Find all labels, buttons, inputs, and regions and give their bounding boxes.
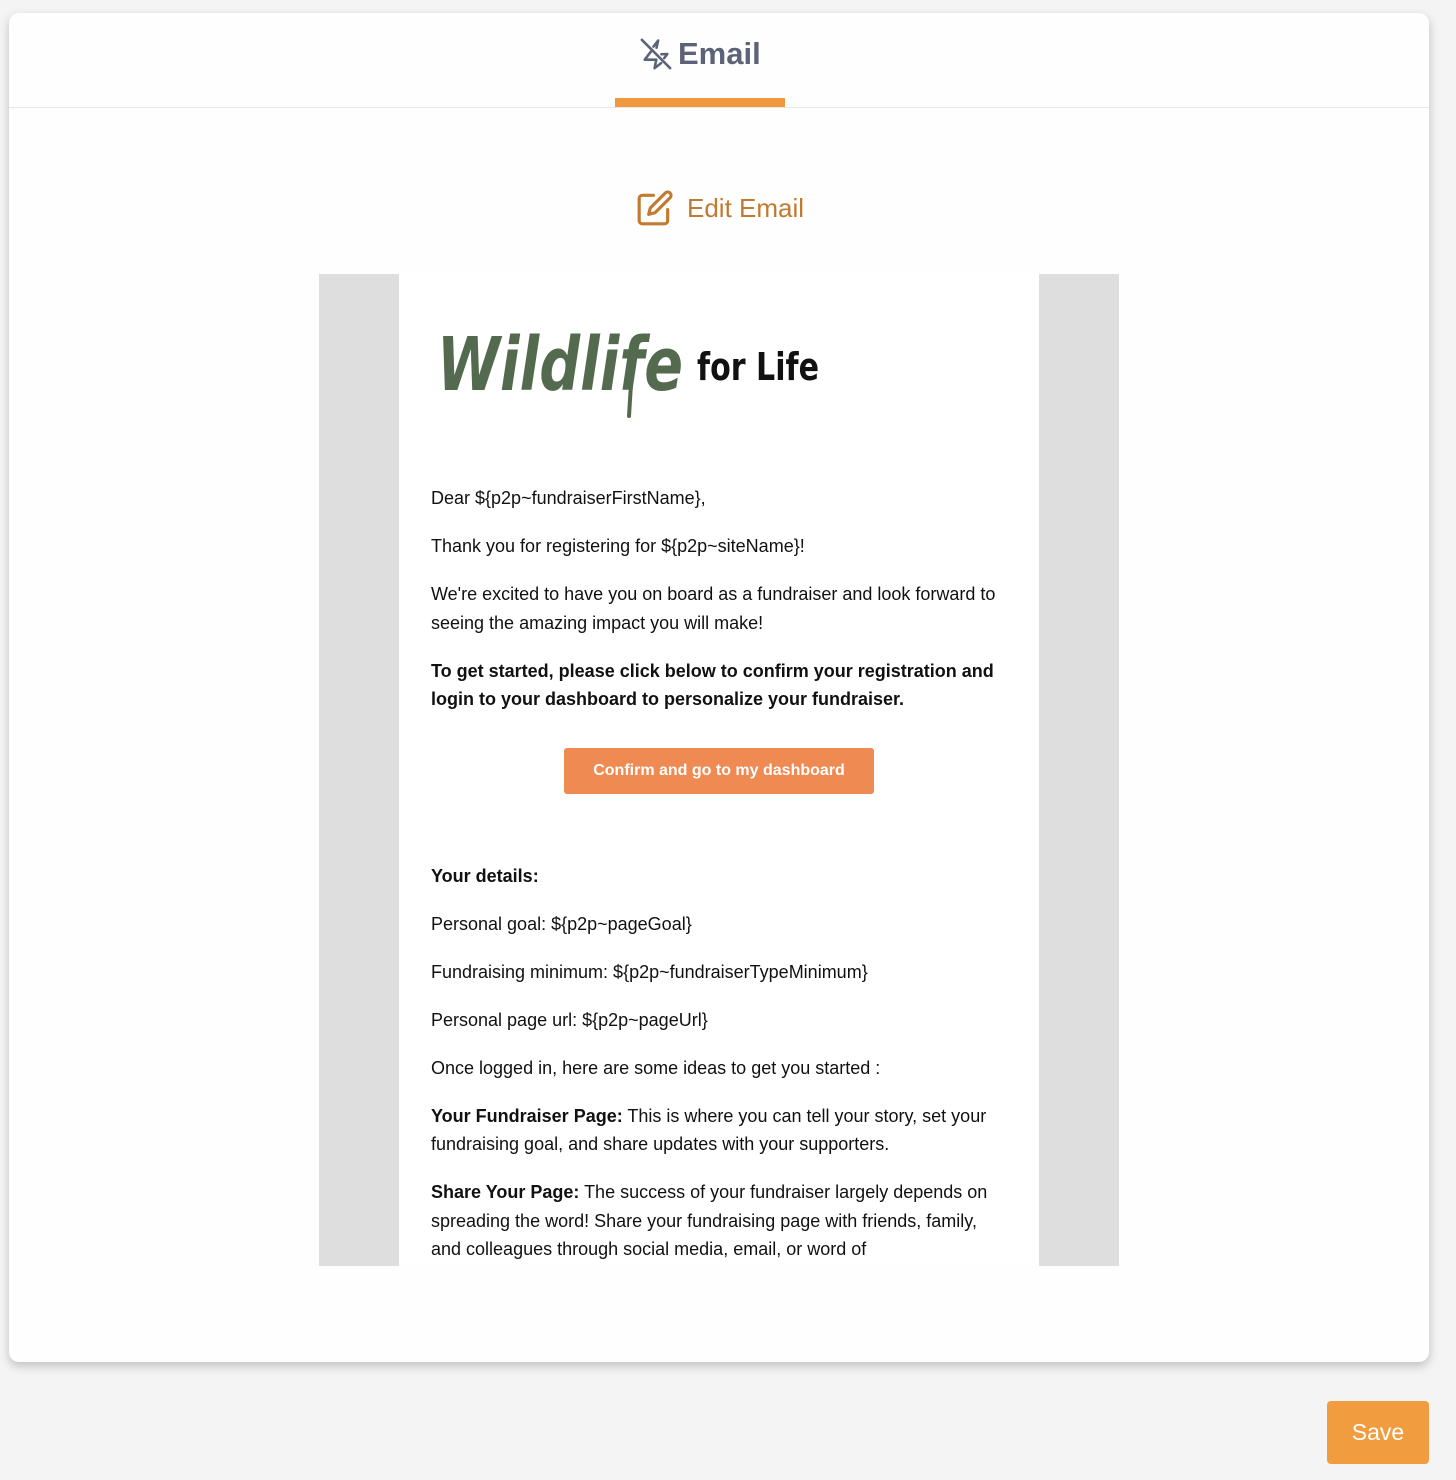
edit-icon xyxy=(636,189,674,227)
personal-page-url: Personal page url: ${p2p~pageUrl} xyxy=(431,1009,708,1030)
fundraising-minimum: Fundraising minimum: ${p2p~fundraiserTypeMinimum} xyxy=(431,961,868,982)
idea-fundraiser-page-text: This is where you can tell your story, set your fundraising goal, and share updates with your supporters. xyxy=(431,1105,987,1154)
save-button[interactable]: Save xyxy=(1327,1401,1429,1464)
email-content xyxy=(399,274,1039,1266)
idea-fundraiser-page-title: Your Fundraiser Page: xyxy=(431,1105,623,1126)
email-greeting: Dear ${p2p~fundraiserFirstName}, xyxy=(431,488,706,508)
idea-share-page-title: Share Your Page: xyxy=(431,1182,580,1202)
email-settings-card xyxy=(9,13,1429,1362)
ideas-intro: Once logged in, here are some ideas to get you started : xyxy=(431,1057,881,1078)
tab-email[interactable] xyxy=(615,13,785,108)
tab-email-label: Email xyxy=(678,36,761,71)
email-body xyxy=(431,484,1011,1266)
details-heading: Your details: xyxy=(431,865,539,886)
confirm-dashboard-button[interactable]: Confirm and go to my dashboard xyxy=(564,748,874,794)
personal-goal: Personal goal: ${p2p~pageGoal} xyxy=(431,913,692,934)
idea-fundraiser-page xyxy=(431,1102,1011,1159)
idea-share-page-text: The success of your fundraiser largely depends on spreading the word! Share your fundraising page with friends, family, and colleagues through social media, email, or word of xyxy=(431,1182,988,1259)
email-excited: We're excited to have you on board as a fundraiser and look forward to seeing the amazing impact you will make! xyxy=(431,584,996,633)
idea-share-page xyxy=(431,1178,1011,1264)
email-get-started: To get started, please click below to confirm your registration and login to your dashboard to personalize your fundraiser. xyxy=(431,660,994,709)
logo-wildlife-text: Wildlife xyxy=(437,322,683,408)
email-thanks: Thank you for registering for ${p2p~siteName}! xyxy=(431,536,805,556)
no-lightning-icon xyxy=(639,37,673,71)
logo-brush-stroke xyxy=(629,384,631,416)
tab-bar xyxy=(9,13,1429,108)
email-preview[interactable] xyxy=(319,274,1119,1266)
edit-email-label: Edit Email xyxy=(687,193,805,223)
logo-for-life-text: for Life xyxy=(697,345,819,389)
active-tab-indicator xyxy=(615,98,785,107)
wildlife-for-life-logo xyxy=(435,312,825,422)
cta-container xyxy=(431,748,1011,794)
